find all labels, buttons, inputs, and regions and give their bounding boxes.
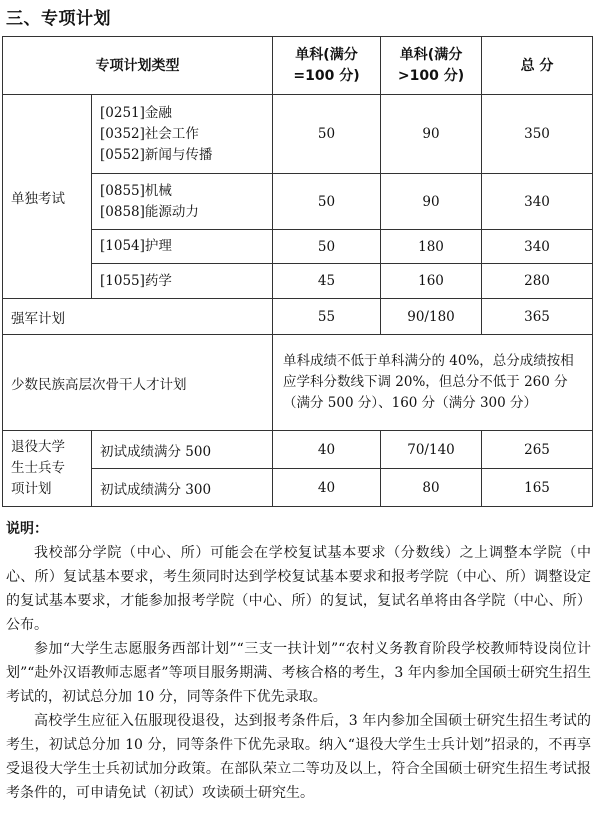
special-plan-table xyxy=(2,36,593,507)
score-single-100: 50 xyxy=(273,230,381,264)
score-total: 265 xyxy=(482,431,593,469)
score-single-gt100: 90 xyxy=(381,174,482,230)
score-single-100: 45 xyxy=(273,264,381,299)
header-single-gt100-line2: >100 分) xyxy=(397,67,465,84)
separate-exam-label: 单独考试 xyxy=(3,95,92,299)
score-single-gt100: 80 xyxy=(381,469,482,507)
score-single-100: 55 xyxy=(273,299,381,335)
table-row xyxy=(3,174,593,230)
header-single-gt100 xyxy=(381,37,482,95)
score-single-gt100: 180 xyxy=(381,230,482,264)
notes-label: 说明： xyxy=(6,521,48,537)
table-row xyxy=(3,264,593,299)
note-paragraph: 参加“大学生志愿服务西部计划”“三支一扶计划”“农村义务教育阶段学校教师特设岗位计划”“赴外汉语教师志愿者”等项目服务期满、考核合格的考生，3 年内参加全国硕士研究生招生考试的，初试总分加 10 分，同等条件下优先录取。 xyxy=(6,641,591,705)
majors-cell xyxy=(92,174,273,230)
table-row xyxy=(3,299,593,335)
major-item: [0352]社会工作 xyxy=(100,125,199,142)
majors-cell xyxy=(92,230,273,264)
major-item: [1054]护理 xyxy=(100,238,172,254)
majors-cell xyxy=(92,95,273,174)
major-item: [0552]新闻与传播 xyxy=(100,146,213,163)
score-total: 280 xyxy=(482,264,593,299)
table-header-row xyxy=(3,37,593,95)
veteran-label-line: 退役大学 xyxy=(11,439,65,455)
header-single-100 xyxy=(273,37,381,95)
header-plan-type: 专项计划类型 xyxy=(3,37,273,95)
veteran-sub-label: 初试成绩满分 500 xyxy=(92,431,273,469)
veteran-sub-label: 初试成绩满分 300 xyxy=(92,469,273,507)
score-single-100: 40 xyxy=(273,431,381,469)
header-single-gt100-line1: 单科(满分 xyxy=(399,46,463,63)
qiangjun-label: 强军计划 xyxy=(3,299,273,335)
score-total: 340 xyxy=(482,230,593,264)
notes-section xyxy=(6,517,591,805)
score-single-gt100: 160 xyxy=(381,264,482,299)
majors-cell xyxy=(92,264,273,299)
note-paragraph: 高校学生应征入伍服现役退役，达到报考条件后，3 年内参加全国硕士研究生招生考试的考生，初试总分加 10 分，同等条件下优先录取。纳入“退役大学生士兵计划”招录的，不再享受退役大学生士兵初试加分政策。在部队荣立二等功及以上，符合全国硕士研究生招生考试报考条件的，可申请免试（初试）攻读硕士研究生。 xyxy=(6,713,591,801)
score-total: 165 xyxy=(482,469,593,507)
major-item: [0855]机械 xyxy=(100,182,172,199)
veteran-label-line: 生士兵专 xyxy=(11,460,65,476)
score-single-100: 50 xyxy=(273,95,381,174)
header-total: 总 分 xyxy=(482,37,593,95)
score-total: 365 xyxy=(482,299,593,335)
score-single-100: 40 xyxy=(273,469,381,507)
score-single-gt100: 70/140 xyxy=(381,431,482,469)
major-item: [0251]金融 xyxy=(100,104,172,121)
score-total: 350 xyxy=(482,95,593,174)
minority-label: 少数民族高层次骨干人才计划 xyxy=(3,335,273,431)
header-single-100-line1: 单科(满分 xyxy=(295,46,358,63)
score-single-100: 50 xyxy=(273,174,381,230)
header-single-100-line2: =100 分) xyxy=(293,67,360,84)
score-single-gt100: 90/180 xyxy=(381,299,482,335)
table-row xyxy=(3,95,593,174)
table-row xyxy=(3,335,593,431)
table-row xyxy=(3,431,593,469)
veteran-label-line: 项计划 xyxy=(11,481,52,497)
minority-requirement: 单科成绩不低于单科满分的 40%，总分成绩按相应学科分数线下调 20%，但总分不低于 260 分（满分 500 分）、160 分（满分 300 分） xyxy=(273,335,593,431)
note-paragraph: 我校部分学院（中心、所）可能会在学校复试基本要求（分数线）之上调整本学院（中心、所）复试基本要求，考生须同时达到学校复试基本要求和报考学院（中心、所）调整设定的复试基本要求，才能参加报考学院（中心、所）的复试，复试名单将由各学院（中心、所）公布。 xyxy=(6,545,591,633)
table-row xyxy=(3,469,593,507)
score-single-gt100: 90 xyxy=(381,95,482,174)
major-item: [1055]药学 xyxy=(100,272,172,289)
score-total: 340 xyxy=(482,174,593,230)
table-row xyxy=(3,230,593,264)
major-item: [0858]能源动力 xyxy=(100,203,199,220)
veteran-label xyxy=(3,431,92,507)
section-title: 三、专项计划 xyxy=(6,9,111,29)
